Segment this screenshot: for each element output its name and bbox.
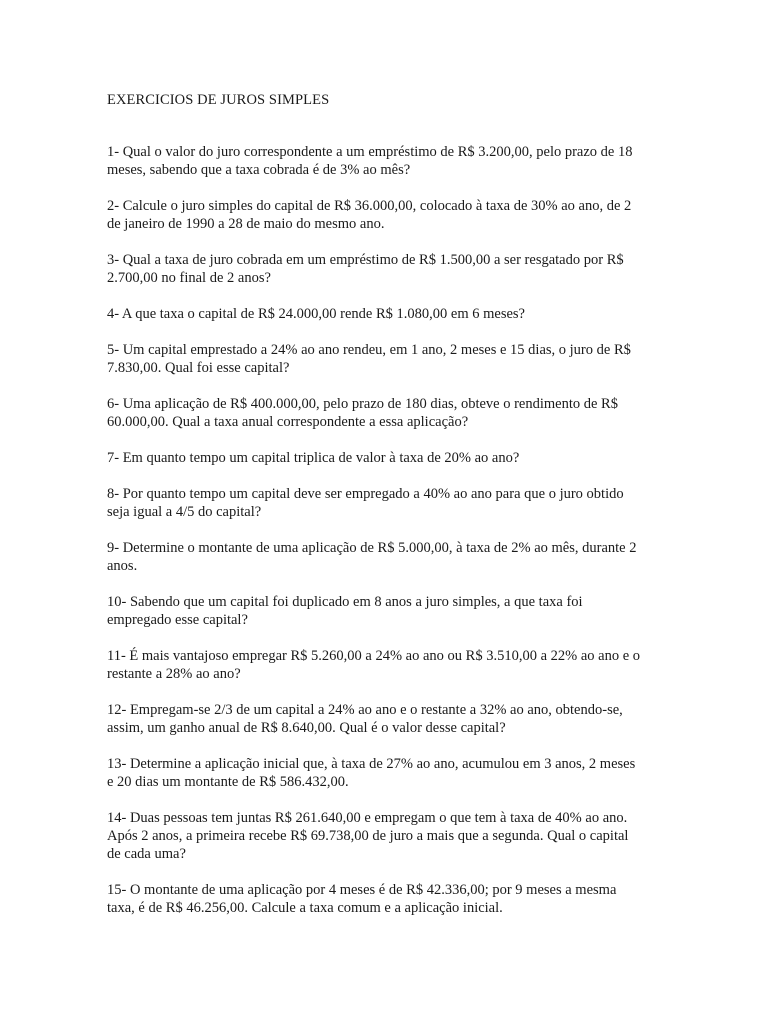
exercise-1 xyxy=(107,143,667,179)
exercise-line: 14- Duas pessoas tem juntas R$ 261.640,00 e empregam o que tem à taxa de 40% ao ano. xyxy=(107,810,628,826)
exercise-line: restante a 28% ao ano? xyxy=(107,666,241,682)
exercise-line: 2.700,00 no final de 2 anos? xyxy=(107,270,271,286)
exercise-line: 2- Calcule o juro simples do capital de R$ 36.000,00, colocado à taxa de 30% ao ano, de 2 xyxy=(107,198,632,214)
exercise-line: 15- O montante de uma aplicação por 4 meses é de R$ 42.336,00; por 9 meses a mesma xyxy=(107,882,617,898)
exercise-line: 5- Um capital emprestado a 24% ao ano rendeu, em 1 ano, 2 meses e 15 dias, o juro de R$ xyxy=(107,342,631,358)
exercise-9 xyxy=(107,539,667,575)
exercise-line: Após 2 anos, a primeira recebe R$ 69.738,00 de juro a mais que a segunda. Qual o capital xyxy=(107,828,629,844)
exercise-5 xyxy=(107,341,667,377)
exercise-8 xyxy=(107,485,667,521)
document-title: EXERCICIOS DE JUROS SIMPLES xyxy=(107,92,330,108)
exercise-4 xyxy=(107,305,667,323)
exercise-13 xyxy=(107,755,667,791)
exercise-line: assim, um ganho anual de R$ 8.640,00. Qual é o valor desse capital? xyxy=(107,720,506,736)
exercise-line: seja igual a 4/5 do capital? xyxy=(107,504,262,520)
exercise-line: 3- Qual a taxa de juro cobrada em um empréstimo de R$ 1.500,00 a ser resgatado por R$ xyxy=(107,252,624,268)
exercise-15 xyxy=(107,881,667,917)
exercise-3 xyxy=(107,251,667,287)
exercise-line: 10- Sabendo que um capital foi duplicado em 8 anos a juro simples, a que taxa foi xyxy=(107,594,583,610)
exercise-line: 7- Em quanto tempo um capital triplica de valor à taxa de 20% ao ano? xyxy=(107,450,520,466)
exercise-line: 7.830,00. Qual foi esse capital? xyxy=(107,360,290,376)
exercise-line: 60.000,00. Qual a taxa anual correspondente a essa aplicação? xyxy=(107,414,469,430)
exercise-line: de janeiro de 1990 a 28 de maio do mesmo ano. xyxy=(107,216,385,232)
exercise-10 xyxy=(107,593,667,629)
exercise-line: 1- Qual o valor do juro correspondente a um empréstimo de R$ 3.200,00, pelo prazo de 18 xyxy=(107,144,633,160)
exercise-line: 11- É mais vantajoso empregar R$ 5.260,00 a 24% ao ano ou R$ 3.510,00 a 22% ao ano e o xyxy=(107,648,641,664)
document-body xyxy=(107,91,667,935)
exercise-line: 9- Determine o montante de uma aplicação de R$ 5.000,00, à taxa de 2% ao mês, durante 2 xyxy=(107,540,637,556)
exercise-line: 4- A que taxa o capital de R$ 24.000,00 rende R$ 1.080,00 em 6 meses? xyxy=(107,306,525,322)
exercise-7 xyxy=(107,449,667,467)
exercise-line: de cada uma? xyxy=(107,846,186,862)
exercise-line: 12- Empregam-se 2/3 de um capital a 24% ao ano e o restante a 32% ao ano, obtendo-se, xyxy=(107,702,623,718)
exercise-line: anos. xyxy=(107,558,138,574)
exercise-list xyxy=(107,143,667,917)
exercise-line: 6- Uma aplicação de R$ 400.000,00, pelo prazo de 180 dias, obteve o rendimento de R$ xyxy=(107,396,618,412)
exercise-11 xyxy=(107,647,667,683)
exercise-14 xyxy=(107,809,667,863)
exercise-6 xyxy=(107,395,667,431)
exercise-line: taxa, é de R$ 46.256,00. Calcule a taxa comum e a aplicação inicial. xyxy=(107,900,503,916)
exercise-2 xyxy=(107,197,667,233)
exercise-line: 13- Determine a aplicação inicial que, à taxa de 27% ao ano, acumulou em 3 anos, 2 meses xyxy=(107,756,636,772)
exercise-line: e 20 dias um montante de R$ 586.432,00. xyxy=(107,774,349,790)
exercise-12 xyxy=(107,701,667,737)
exercise-line: 8- Por quanto tempo um capital deve ser empregado a 40% ao ano para que o juro obtido xyxy=(107,486,624,502)
exercise-line: meses, sabendo que a taxa cobrada é de 3% ao mês? xyxy=(107,162,411,178)
exercise-line: empregado esse capital? xyxy=(107,612,248,628)
